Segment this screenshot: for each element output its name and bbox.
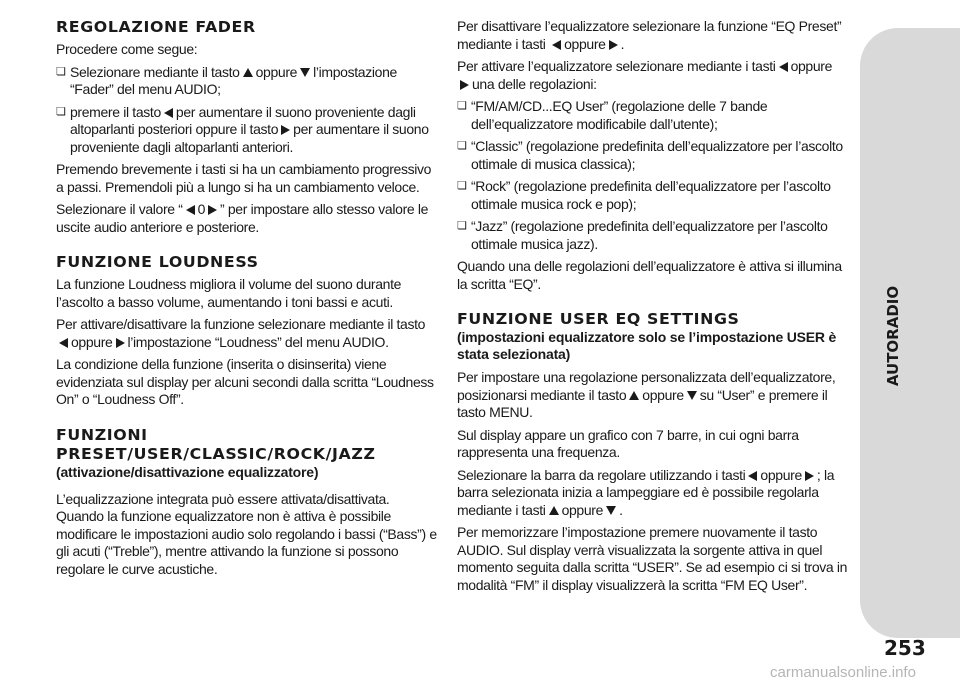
arrow-left-icon <box>748 471 757 481</box>
arrow-up-icon <box>243 68 253 77</box>
fader-paragraph-2: Premendo brevemente i tasti si ha un cambiamento progressivo a passi. Premendoli più a lungo si ha un cambiamento veloce. <box>56 161 432 195</box>
arrow-down-icon <box>300 68 310 77</box>
arrow-right-icon <box>805 471 814 481</box>
arrow-left-icon <box>164 108 173 118</box>
eq-bullet-classic: ❏ “Classic” (regolazione predefinita dell’equalizzatore per l’ascolto ottimale di musica classica); <box>457 138 849 173</box>
user-paragraph-3: Selezionare la barra da regolare utilizzando i tasti oppure ; la barra selezionata inizia a lampeggiare ed è possibile regolarla mediante i tasti oppure . <box>457 466 835 518</box>
user-paragraph-4: Per memorizzare l’impostazione premere nuovamente il tasto AUDIO. Sul display verrà visualizzata la sorgente attiva in quel momento seguita dalla scritta “USER”. Se ad esempio ci si trova in modalità “FM” il display visualizzerà la scritta “FM EQ User”. <box>457 524 848 593</box>
arrow-right-icon <box>609 40 618 50</box>
arrow-right-icon <box>281 125 290 135</box>
arrow-left-icon <box>59 338 68 348</box>
heading-loudness: FUNZIONE LOUDNESS <box>56 253 259 271</box>
preset-subheading: (attivazione/disattivazione equalizzatore) <box>56 463 319 480</box>
arrow-right-icon <box>208 205 217 215</box>
section-side-label: AUTORADIO <box>884 285 903 387</box>
heading-preset-line-1: FUNZIONI <box>56 425 148 444</box>
eq-bullet-user: ❏ “FM/AM/CD...EQ User” (regolazione delle 7 bande dell’equalizzatore modificabile dall’utente); <box>457 98 849 133</box>
arrow-up-icon <box>629 391 639 400</box>
fader-bullet-1: ❏ Selezionare mediante il tasto oppure l’impostazione “Fader” del menu AUDIO; <box>56 64 440 99</box>
preset-paragraph-1: L’equalizzazione integrata può essere attivata/disattivata. Quando la funzione equalizzatore non è attiva è possibile modificare le impostazioni audio solo regolando i bassi (“Bass”) e gli acuti (“Treble”), mentre attivando la funzione si possono regolare le curve acustiche. <box>56 490 437 577</box>
loudness-paragraph-2: Per attivare/disattivare la funzione selezionare mediante il tasto oppure l’impostazione “Loudness” del menu AUDIO. <box>56 316 426 350</box>
fader-intro: Procedere come segue: <box>56 41 198 57</box>
eq-bullet-jazz: ❏ “Jazz” (regolazione predefinita dell’equalizzatore per l’ascolto ottimale musica jazz). <box>457 218 849 253</box>
user-eq-subheading: (impostazioni equalizzatore solo se l’impostazione USER è stata selezionata) <box>457 329 837 362</box>
heading-preset-line-2: PRESET/USER/CLASSIC/ROCK/JAZZ <box>56 444 376 463</box>
user-paragraph-1: Per impostare una regolazione personalizzata dell’equalizzatore, posizionarsi mediante il tasto oppure su “User” e premere il tasto MENU. <box>457 369 836 420</box>
heading-fader: REGOLAZIONE FADER <box>56 18 256 36</box>
right-column <box>457 18 849 599</box>
eq-paragraph-1: Per disattivare l’equalizzatore selezionare la funzione “EQ Preset” mediante i tasti oppure . <box>457 18 842 52</box>
loudness-paragraph-1: La funzione Loudness migliora il volume del suono durante l’ascolto a basso volume, aumentando i toni bassi e acuti. <box>56 276 402 310</box>
arrow-up-icon <box>549 506 559 515</box>
checkbox-bullet-icon <box>56 64 66 82</box>
fader-bullet-2: ❏ premere il tasto per aumentare il suono proveniente dagli altoparlanti posteriori oppure il tasto per aumentare il suono proveniente dagli altoparlanti anteriori. <box>56 104 440 157</box>
arrow-left-icon <box>552 40 561 50</box>
page-number: 253 <box>884 636 926 660</box>
user-paragraph-2: Sul display appare un grafico con 7 barre, in cui ogni barra rappresenta una frequenza. <box>457 426 799 460</box>
left-column <box>56 18 440 583</box>
arrow-down-icon <box>687 391 697 400</box>
watermark: carmanualsonline.info <box>770 664 916 681</box>
arrow-left-icon <box>779 62 788 72</box>
eq-paragraph-3: Quando una delle regolazioni dell’equalizzatore è attiva si illumina la scritta “EQ”. <box>457 258 842 292</box>
arrow-right-icon <box>460 80 469 90</box>
eq-paragraph-2: Per attivare l’equalizzatore selezionare mediante i tasti oppure una delle regolazioni: <box>457 58 833 92</box>
arrow-left-icon <box>186 205 195 215</box>
fader-paragraph-3: Selezionare il valore “ 0 ” per impostare allo stesso valore le uscite audio anteriore e posteriore. <box>56 201 429 235</box>
checkbox-bullet-icon <box>457 138 467 156</box>
checkbox-bullet-icon <box>457 178 467 196</box>
loudness-paragraph-3: La condizione della funzione (inserita o disinserita) viene evidenziata sul display per alcuni secondi dalla scritta “Loudness On” o “Loudness Off”. <box>56 356 434 407</box>
heading-user-eq: FUNZIONE USER EQ SETTINGS <box>457 310 740 328</box>
arrow-down-icon <box>606 506 616 515</box>
arrow-right-icon <box>116 338 125 348</box>
checkbox-bullet-icon <box>56 104 66 122</box>
checkbox-bullet-icon <box>457 98 467 116</box>
checkbox-bullet-icon <box>457 218 467 236</box>
eq-bullet-rock: ❏ “Rock” (regolazione predefinita dell’equalizzatore per l’ascolto ottimale musica rock e pop); <box>457 178 849 213</box>
